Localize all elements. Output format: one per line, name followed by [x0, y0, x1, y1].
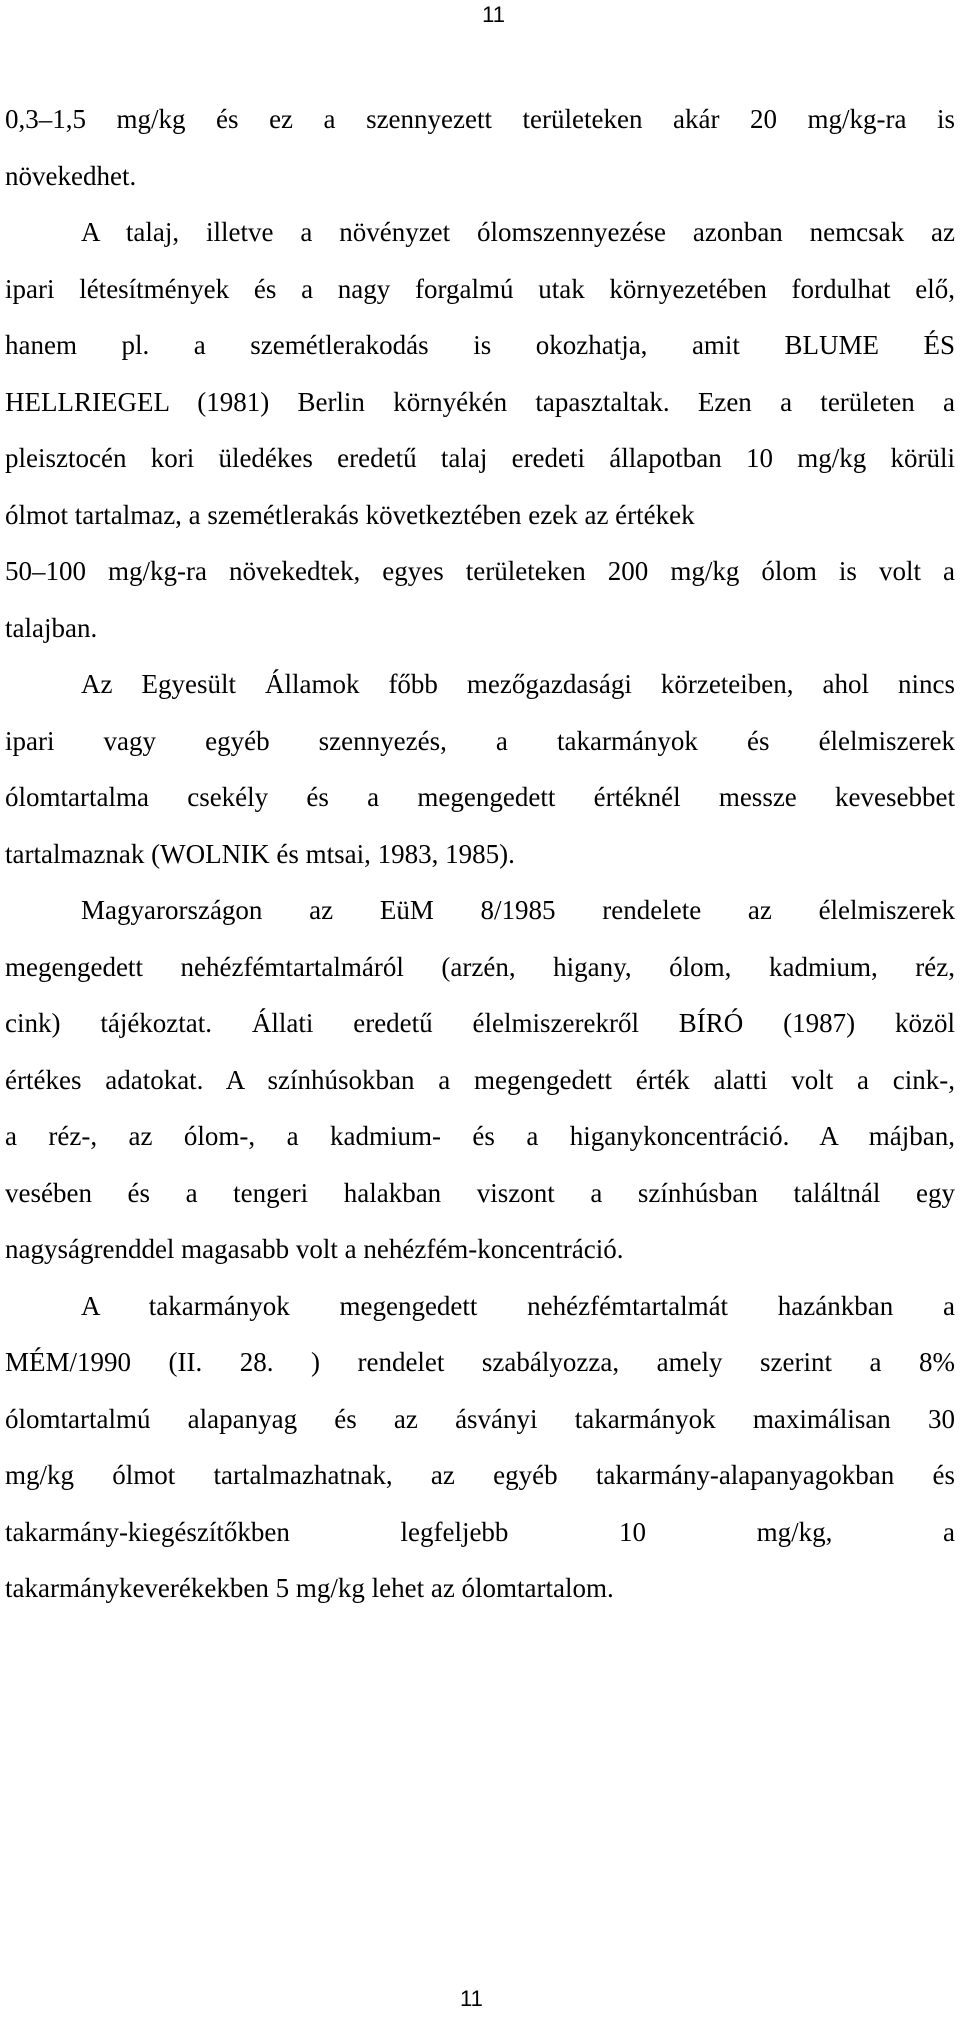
text-line: talajban.: [5, 612, 98, 643]
text-line: cink) tájékoztat. Állati eredetű élelmiszerekről BÍRÓ (1987) közöl: [5, 1008, 955, 1038]
document-body: [5, 91, 955, 1617]
text-line: megengedett nehézfémtartalmáról (arzén, higany, ólom, kadmium, réz,: [5, 951, 955, 982]
text-line: takarmánykeverékekben 5 mg/kg lehet az ólomtartalom.: [5, 1573, 614, 1603]
text-line: takarmány-kiegészítőkben legfeljebb 10 mg/kg, a: [5, 1516, 955, 1547]
text-line: a réz-, az ólom-, a kadmium- és a higanykoncentráció. A májban,: [5, 1121, 955, 1151]
page-number-bottom: 11: [460, 1986, 483, 2011]
text-line: ólmot tartalmaz, a szemétlerakás következtében ezek az értékek: [5, 499, 695, 530]
text-line: tartalmaznak (WOLNIK és mtsai, 1983, 1985).: [5, 838, 515, 869]
page-number-top: 11: [482, 2, 505, 27]
text-line: ólomtartalma csekély és a megengedett értéknél messze kevesebbet: [5, 782, 955, 812]
text-line: nagyságrenddel magasabb volt a nehézfém-koncentráció.: [5, 1234, 624, 1264]
paragraph-first-line: A talaj, illetve a növényzet ólomszennyezése azonban nemcsak az: [81, 217, 955, 247]
text-line: pleisztocén kori üledékes eredetű talaj eredeti állapotban 10 mg/kg körüli: [5, 443, 955, 473]
text-line: növekedhet.: [5, 160, 137, 191]
text-line: 50–100 mg/kg-ra növekedtek, egyes területeken 200 mg/kg ólom is volt a: [5, 556, 955, 586]
text-line: MÉM/1990 (II. 28. ) rendelet szabályozza, amely szerint a 8%: [5, 1347, 955, 1377]
text-line: ipari vagy egyéb szennyezés, a takarmányok és élelmiszerek: [5, 725, 955, 756]
text-line: mg/kg ólmot tartalmazhatnak, az egyéb takarmány-alapanyagokban és: [5, 1460, 955, 1490]
text-line: 0,3–1,5 mg/kg és ez a szennyezett területeken akár 20 mg/kg-ra is: [5, 104, 955, 134]
text-line: HELLRIEGEL (1981) Berlin környékén tapasztaltak. Ezen a területen a: [5, 386, 955, 417]
paragraph-first-line: Az Egyesült Államok főbb mezőgazdasági körzeteiben, ahol nincs: [81, 669, 955, 699]
text-line: ólomtartalmú alapanyag és az ásványi takarmányok maximálisan 30: [5, 1403, 955, 1434]
text-line: ipari létesítmények és a nagy forgalmú utak környezetében fordulhat elő,: [5, 273, 955, 304]
text-line: hanem pl. a szemétlerakodás is okozhatja, amit BLUME ÉS: [5, 330, 955, 360]
paragraph-first-line: Magyarországon az EüM 8/1985 rendelete az élelmiszerek: [81, 895, 955, 925]
text-line: vesében és a tengeri halakban viszont a színhúsban találtnál egy: [5, 1177, 955, 1208]
text-line: értékes adatokat. A színhúsokban a megengedett érték alatti volt a cink-,: [5, 1064, 955, 1095]
paragraph-first-line: A takarmányok megengedett nehézfémtartalmát hazánkban a: [81, 1290, 955, 1321]
